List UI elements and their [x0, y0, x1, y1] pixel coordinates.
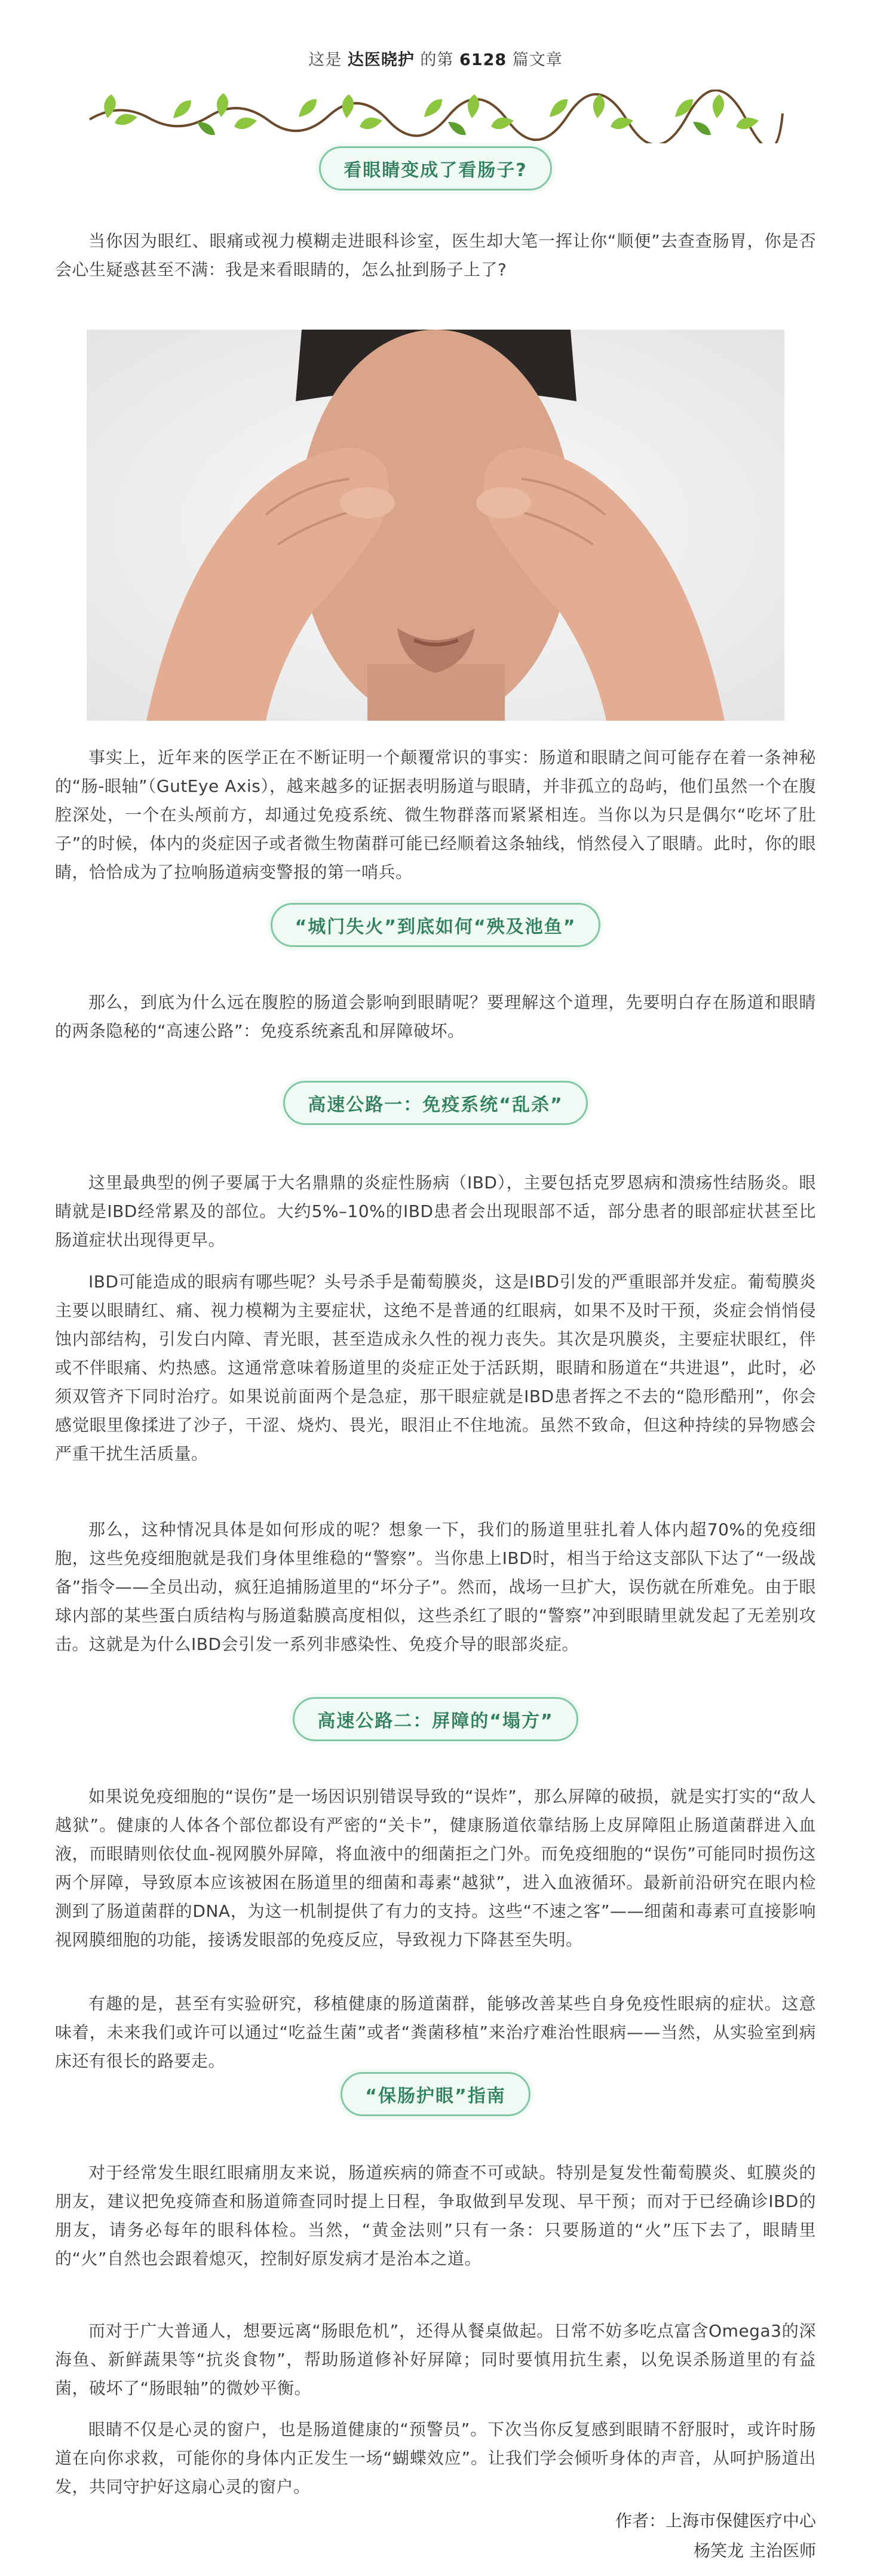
section-title-5: “保肠护眼”指南: [0, 2072, 871, 2116]
paragraph-gut-eye-axis: 事实上，近年来的医学正在不断证明一个颠覆常识的事实：肠道和眼睛之间可能存在着一条神秘的“肠-眼轴”（GutEye Axis），越来越多的证据表明肠道与眼睛，并非孤立的岛屿，他们虽然一个在腹腔深处，一个在头颅前方，却通过免疫系统、微生物群落而紧紧相连。当你以为只是偶尔“吃坏了肚子”的时候，体内的炎症因子或者微生物菌群可能已经顺着这条轴线，悄然侵入了眼睛。此时，你的眼睛，恰恰成为了拉响肠道病变警报的第一哨兵。: [55, 748, 816, 882]
paragraph-fmt-research: 有趣的是，甚至有实验研究，移植健康的肠道菌群，能够改善某些自身免疫性眼病的症状。这意味着，未来我们或许可以通过“吃益生菌”或者“粪菌移植”来治疗难治性眼病——当然，从实验室到病床还有很长的路要走。: [55, 1994, 816, 2071]
paragraph-ibd-eye-diseases: IBD可能造成的眼病有哪些呢？头号杀手是葡萄膜炎，这是IBD引发的严重眼部并发症。葡萄膜炎主要以眼睛红、痛、视力模糊为主要症状，这绝不是普通的红眼病，如果不及时干预，炎症会悄悄侵蚀内部结构，引发白内障、青光眼，甚至造成永久性的视力丧失。其次是巩膜炎，主要症状眼红，伴或不伴眼痛、灼热感。这通常意味着肠道里的炎症正处于活跃期，眼睛和肠道在“共进退”，此时，必须双管齐下同时治疗。如果说前面两个是急症，那干眼症就是IBD患者挥之不去的“隐形酷刑”，你会感觉眼里像揉进了沙子，干涩、烧灼、畏光，眼泪止不住地流。虽然不致命，但这种持续的异物感会严重干扰生活质量。: [55, 1272, 816, 1464]
author-name-title: 杨笑龙 主治医师: [694, 2541, 816, 2560]
paragraph-ibd-intro: 这里最典型的例子要属于大名鼎鼎的炎症性肠病（IBD），主要包括克罗恩病和溃疡性结肠炎。眼睛就是IBD经常累及的部位。大约5%–10%的IBD患者会出现眼部不适，部分患者的眼部症状甚至比肠道症状出现得更早。: [55, 1173, 816, 1250]
author-affiliation: 作者：上海市保健医疗中心: [615, 2511, 816, 2531]
paragraph-conclusion: 眼睛不仅是心灵的窗户，也是肠道健康的“预警员”。下次当你反复感到眼睛不舒服时，或许时肠道在向你求救，可能你的身体内正发生一场“蝴蝶效应”。让我们学会倾听身体的声音，从呵护肠道出发，共同守护好这扇心灵的窗户。: [55, 2420, 816, 2497]
paragraph-screening-advice: 对于经常发生眼红眼痛朋友来说，肠道疾病的筛查不可或缺。特别是复发性葡萄膜炎、虹膜炎的朋友，建议把免疫筛查和肠道筛查同时提上日程，争取做到早发现、早干预；而对于已经确诊IBD的朋友，请务必每年的眼科体检。当然，“黄金法则”只有一条：只要肠道的“火”压下去了，眼睛里的“火”自然也会跟着熄灭，控制好原发病才是治本之道。: [55, 2163, 816, 2268]
paragraph-barrier-breakdown: 如果说免疫细胞的“误伤”是一场因识别错误导致的“误炸”，那么屏障的破损，就是实打实的“敌人越狱”。健康的人体各个部位都设有严密的“关卡”，健康肠道依靠结肠上皮屏障阻止肠道菌群进入血液，而眼睛则依仗血-视网膜外屏障，将血液中的细菌拒之门外。而免疫细胞的“误伤”可能同时损伤这两个屏障，导致原本应该被困在肠道里的细菌和毒素“越狱”，进入血液循环。最新前沿研究在眼内检测到了肠道菌群的DNA，为这一机制提供了有力的支持。这些“不速之客”——细菌和毒素可直接影响视网膜细胞的功能，接诱发眼部的免疫反应，导致视力下降甚至失明。: [55, 1787, 816, 1950]
vine-leaf-divider: [84, 90, 789, 143]
section-title-4: 高速公路二：屏障的“塌方”: [0, 1697, 871, 1741]
section-title-2: “城门失火”到底如何“殃及池鱼”: [0, 903, 871, 947]
paragraph-intro: 当你因为眼红、眼痛或视力模糊走进眼科诊室，医生却大笔一挥让你“顺便”去查查肠胃，你是否会心生疑惑甚至不满：我是来看眼睛的，怎么扯到肠子上了?: [55, 231, 816, 279]
section-title-1: 看眼睛变成了看肠子?: [0, 146, 871, 190]
section-title-3: 高速公路一：免疫系统“乱杀”: [0, 1081, 871, 1125]
article-counter-line: 这是 达医晓护 的第 6128 篇文章: [308, 51, 563, 69]
paragraph-immune-mechanism: 那么，这种情况具体是如何形成的呢？想象一下，我们的肠道里驻扎着人体内超70%的免疫细胞，这些免疫细胞就是我们身体里维稳的“警察”。当你患上IBD时，相当于给这支部队下达了“一级战备”指令——全员出动，疯狂追捕肠道里的“坏分子”。然而，战场一旦扩大，误伤就在所难免。由于眼球内部的某些蛋白质结构与肠道黏膜高度相似，这些杀红了眼的“警察”冲到眼睛里就发起了无差别攻击。这就是为什么IBD会引发一系列非感染性、免疫介导的眼部炎症。: [55, 1520, 816, 1654]
photo-illustration: [87, 330, 784, 721]
man-rubbing-eyes-photo: [87, 330, 784, 721]
paragraph-diet-advice: 而对于广大普通人，想要远离“肠眼危机”，还得从餐桌做起。日常不妨多吃点富含Omega3的深海鱼、新鲜蔬果等“抗炎食物”，帮助肠道修补好屏障；同时要慎用抗生素，以免误杀肠道里的有益菌，破坏了“肠眼轴”的微妙平衡。: [55, 2321, 816, 2398]
paragraph-two-highways: 那么，到底为什么远在腹腔的肠道会影响到眼睛呢？要理解这个道理，先要明白存在肠道和眼睛的两条隐秘的“高速公路”：免疫系统紊乱和屏障破坏。: [55, 992, 816, 1041]
article-number: 6128: [459, 51, 507, 69]
brand-name[interactable]: 达医晓护: [347, 51, 415, 69]
